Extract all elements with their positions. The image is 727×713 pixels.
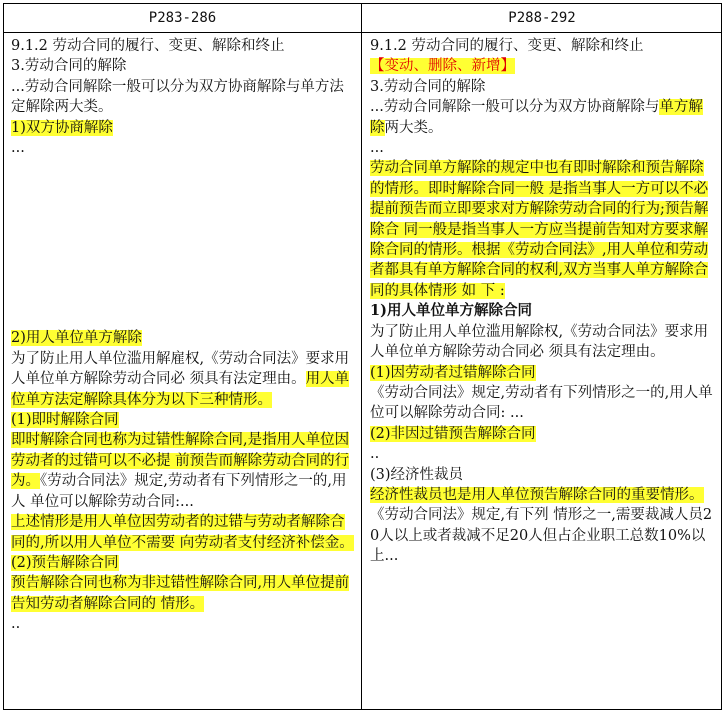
left-ellipsis-1: ...: [11, 140, 25, 157]
right-ellipsis-1: ...: [370, 140, 384, 157]
right-sub-fault-text: 《劳动合同法》规定,劳动者有下列情形之一的,用人单位可以解除劳动合同: ...: [370, 384, 713, 422]
right-intro: [370, 97, 715, 138]
left-sub-immediate-text: 即时解除合同也称为过错性解除合同,是指用人单位因劳动者的过错可以不必提 前预告而解除劳动合同的行为。: [11, 432, 350, 490]
left-para-unilateral-a: 为了防止用人单位滥用解雇权,《劳动合同法》要求用人单位单方解除劳动合同必 须具有法定理由。: [11, 350, 350, 388]
right-new-paragraph: 劳动合同单方解除的规定中也有即时解除和预告解除的情形。即时解除合同一般 是指当事人一方可以不必提前预告而立即要求对方解除劳动合同的行为;预告解除合 同一般是指当事人一方应当提前告知对方要求解除合同的情形。根据《劳动合同法》,用人单位和劳动者都具有单方解除合同的权利,双方当事人单方解除合同的具体情形 如 下 :: [370, 160, 709, 299]
left-para-unilateral-b: 用人单位单方法定解除具体分为以下三种情形。: [11, 371, 350, 408]
right-subtitle: 3.劳动合同的解除: [370, 78, 486, 95]
left-spacer: [11, 158, 355, 328]
left-sub-immediate: (1)即时解除合同: [11, 412, 119, 429]
right-change-tag: 【变动、删除、新增】: [370, 58, 515, 75]
right-intro-b: 单方解除: [370, 99, 703, 136]
header-right-pages: P288-292: [508, 10, 576, 26]
left-intro: [11, 77, 355, 118]
right-sub-layoff: (3)经济性裁员: [370, 466, 464, 483]
left-intro-text: ...劳动合同解除一般可以分为双方协商解除与单方法定解除两大类。: [11, 78, 344, 116]
comparison-table: [3, 3, 722, 710]
right-section-title: 9.1.2 劳动合同的履行、变更、解除和终止: [370, 38, 644, 54]
left-sub-notice-text: 预告解除合同也称为非过错性解除合同,用人单位提前告知劳动者解除合同的 情形。: [11, 575, 350, 612]
right-para-unilateral: 为了防止用人单位滥用解除权,《劳动合同法》要求用人单位单方解除劳动合同必 须具有法定理由。: [370, 323, 709, 361]
left-para-unilateral: [11, 349, 355, 410]
left-subtitle: 3.劳动合同的解除: [11, 58, 127, 75]
right-sub-nonfault: (2)非因过错预告解除合同: [370, 425, 536, 442]
left-section-title: 9.1.2 劳动合同的履行、变更、解除和终止: [11, 38, 285, 54]
left-item-unilateral: 2)用人单位单方解除: [11, 330, 142, 347]
left-sub-immediate-note: 上述情形是用人单位因劳动者的过错与劳动者解除合同的,所以用人单位不需要 向劳动者支付经济补偿金。: [11, 514, 354, 551]
right-sub-layoff-text-b: 《劳动合同法》规定,有下列 情形之一,需要裁减人员20人以上或者裁减不足20人但占企业职工总数10%以上...: [370, 507, 713, 565]
right-sub-fault: (1)因劳动者过错解除合同: [370, 364, 536, 381]
right-sub-layoff-text-a: 经济性裁员也是用人单位预告解除合同的重要情形。: [370, 486, 704, 503]
left-column: [11, 33, 355, 635]
right-item-unilateral: 1)用人单位单方解除合同: [370, 302, 532, 320]
column-divider: [361, 4, 362, 709]
right-column: [370, 33, 715, 567]
right-intro-c: 两大类。: [384, 119, 443, 136]
left-item-mutual: 1)双方协商解除: [11, 119, 113, 136]
right-intro-a: ...劳动合同解除一般可以分为双方协商解除与: [370, 99, 660, 116]
header-left-pages: P283-286: [148, 10, 217, 26]
right-ellipsis-2: ..: [370, 446, 380, 463]
left-sub-immediate-law: 《劳动合同法》规定,劳动者有下列情形之一的,用人 单位可以解除劳动合同:...: [11, 473, 347, 510]
left-ellipsis-2: ..: [11, 616, 21, 633]
left-sub-notice: (2)预告解除合同: [11, 554, 119, 571]
